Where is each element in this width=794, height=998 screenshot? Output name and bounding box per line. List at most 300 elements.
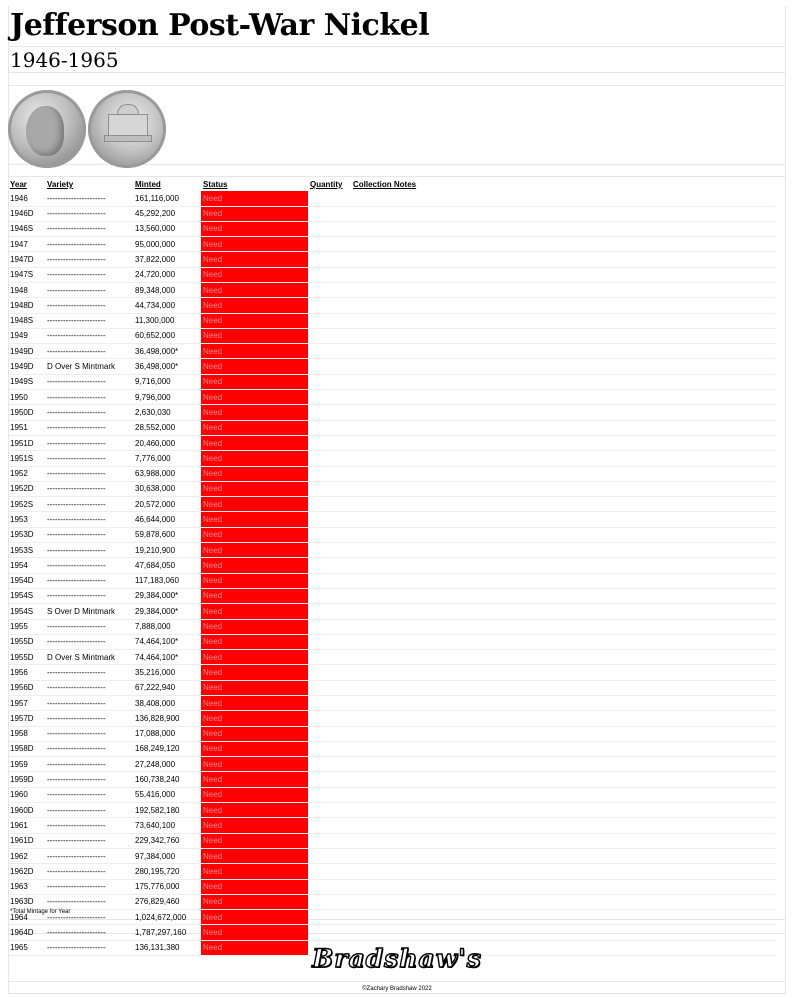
cell-status[interactable]: Need [201, 573, 308, 588]
cell-collection-notes[interactable] [351, 665, 775, 680]
cell-minted: 136,131,380 [133, 940, 201, 955]
cell-collection-notes[interactable] [351, 527, 775, 542]
cell-variety: ---------------------- [45, 481, 133, 496]
cell-collection-notes[interactable] [351, 894, 775, 909]
cell-collection-notes[interactable] [351, 420, 775, 435]
table-row [8, 390, 775, 405]
cell-collection-notes[interactable] [351, 910, 775, 925]
cell-year: 1961 [8, 818, 45, 833]
cell-variety: ---------------------- [45, 237, 133, 252]
cell-status[interactable]: Need [201, 833, 308, 848]
cell-status[interactable]: Need [201, 665, 308, 680]
column-header-minted: Minted [135, 180, 161, 189]
cell-year: 1946D [8, 206, 45, 221]
cell-status[interactable]: Need [201, 711, 308, 726]
cell-variety: D Over S Mintmark [45, 359, 133, 374]
page-subtitle: 1946-1965 [10, 48, 119, 72]
cell-variety: ---------------------- [45, 848, 133, 863]
cell-year: 1949D [8, 344, 45, 359]
cell-status[interactable]: Need [201, 803, 308, 818]
cell-variety: S Over D Mintmark [45, 604, 133, 619]
cell-collection-notes[interactable] [351, 650, 775, 665]
cell-year: 1955D [8, 634, 45, 649]
cell-collection-notes[interactable] [351, 374, 775, 389]
cell-status[interactable]: Need [201, 481, 308, 496]
cell-status[interactable]: Need [201, 405, 308, 420]
cell-year: 1965 [8, 940, 45, 955]
cell-minted: 19,210,900 [133, 543, 201, 558]
cell-collection-notes[interactable] [351, 925, 775, 940]
cell-status[interactable]: Need [201, 282, 308, 297]
cell-quantity[interactable] [308, 833, 351, 848]
cell-collection-notes[interactable] [351, 512, 775, 527]
cell-minted: 89,348,000 [133, 282, 201, 297]
cell-collection-notes[interactable] [351, 344, 775, 359]
table-row [8, 420, 775, 435]
cell-minted: 45,292,200 [133, 206, 201, 221]
cell-quantity[interactable] [308, 741, 351, 756]
table-row [8, 221, 775, 236]
cell-collection-notes[interactable] [351, 497, 775, 512]
table-row [8, 741, 775, 756]
table-row [8, 451, 775, 466]
cell-collection-notes[interactable] [351, 221, 775, 236]
cell-year: 1963 [8, 879, 45, 894]
table-row [8, 879, 775, 894]
cell-quantity[interactable] [308, 328, 351, 343]
cell-collection-notes[interactable] [351, 757, 775, 772]
coin-checklist-table [8, 178, 775, 956]
cell-collection-notes[interactable] [351, 435, 775, 450]
cell-quantity[interactable] [308, 359, 351, 374]
cell-variety: ---------------------- [45, 328, 133, 343]
cell-status[interactable]: Need [201, 696, 308, 711]
cell-variety: ---------------------- [45, 940, 133, 955]
table-row [8, 634, 775, 649]
cell-collection-notes[interactable] [351, 772, 775, 787]
cell-status[interactable]: Need [201, 420, 308, 435]
cell-year: 1958D [8, 741, 45, 756]
cell-variety: ---------------------- [45, 588, 133, 603]
cell-status[interactable]: Need [201, 298, 308, 313]
cell-quantity[interactable] [308, 267, 351, 282]
cell-minted: 38,408,000 [133, 696, 201, 711]
cell-year: 1959 [8, 757, 45, 772]
cell-collection-notes[interactable] [351, 237, 775, 252]
cell-collection-notes[interactable] [351, 634, 775, 649]
cell-quantity[interactable] [308, 221, 351, 236]
table-row [8, 604, 775, 619]
grid-line [8, 46, 786, 47]
cell-variety: ---------------------- [45, 221, 133, 236]
cell-collection-notes[interactable] [351, 481, 775, 496]
table-row [8, 925, 775, 940]
cell-collection-notes[interactable] [351, 726, 775, 741]
cell-year: 1956D [8, 680, 45, 695]
brand-logo: Bradshaw's [312, 944, 482, 973]
cell-variety: ---------------------- [45, 711, 133, 726]
cell-collection-notes[interactable] [351, 543, 775, 558]
cell-minted: 44,734,000 [133, 298, 201, 313]
table-row [8, 512, 775, 527]
grid-line [785, 6, 786, 994]
cell-variety: ---------------------- [45, 390, 133, 405]
cell-minted: 74,464,100* [133, 634, 201, 649]
cell-quantity[interactable] [308, 237, 351, 252]
cell-quantity[interactable] [308, 435, 351, 450]
cell-minted: 27,248,000 [133, 757, 201, 772]
cell-quantity[interactable] [308, 619, 351, 634]
column-header-year: Year [10, 180, 27, 189]
cell-variety: ---------------------- [45, 894, 133, 909]
cell-status[interactable]: Need [201, 757, 308, 772]
cell-minted: 7,888,000 [133, 619, 201, 634]
cell-variety: ---------------------- [45, 558, 133, 573]
cell-variety: ---------------------- [45, 573, 133, 588]
cell-minted: 47,684,050 [133, 558, 201, 573]
cell-minted: 24,720,000 [133, 267, 201, 282]
coin-images [8, 90, 170, 170]
cell-quantity[interactable] [308, 543, 351, 558]
cell-quantity[interactable] [308, 879, 351, 894]
cell-quantity[interactable] [308, 420, 351, 435]
cell-year: 1954S [8, 604, 45, 619]
cell-year: 1952 [8, 466, 45, 481]
cell-quantity[interactable] [308, 634, 351, 649]
cell-collection-notes[interactable] [351, 573, 775, 588]
cell-status[interactable]: Need [201, 558, 308, 573]
cell-quantity[interactable] [308, 803, 351, 818]
cell-minted: 136,828,900 [133, 711, 201, 726]
cell-quantity[interactable] [308, 282, 351, 297]
table-row [8, 787, 775, 802]
jefferson-obverse-coin [8, 90, 86, 168]
cell-minted: 29,384,000* [133, 588, 201, 603]
cell-status[interactable]: Need [201, 252, 308, 267]
copyright: ©Zachary Bradshaw 2022 [362, 986, 432, 992]
cell-variety: ---------------------- [45, 497, 133, 512]
cell-year: 1954S [8, 588, 45, 603]
cell-status[interactable]: Need [201, 619, 308, 634]
cell-year: 1954 [8, 558, 45, 573]
cell-status[interactable]: Need [201, 466, 308, 481]
table-row [8, 757, 775, 772]
cell-status[interactable]: Need [201, 879, 308, 894]
cell-collection-notes[interactable] [351, 619, 775, 634]
table-header-row [8, 178, 775, 191]
cell-variety: ---------------------- [45, 543, 133, 558]
cell-year: 1952D [8, 481, 45, 496]
grid-line [8, 993, 786, 994]
table-row [8, 803, 775, 818]
cell-quantity[interactable] [308, 573, 351, 588]
table-row [8, 374, 775, 389]
cell-year: 1961D [8, 833, 45, 848]
cell-minted: 20,572,000 [133, 497, 201, 512]
cell-quantity[interactable] [308, 925, 351, 940]
cell-status[interactable]: Need [201, 940, 308, 955]
cell-status[interactable]: Need [201, 818, 308, 833]
cell-collection-notes[interactable] [351, 818, 775, 833]
cell-quantity[interactable] [308, 512, 351, 527]
cell-quantity[interactable] [308, 191, 351, 206]
cell-collection-notes[interactable] [351, 558, 775, 573]
cell-year: 1949 [8, 328, 45, 343]
cell-variety: ---------------------- [45, 680, 133, 695]
cell-status[interactable]: Need [201, 267, 308, 282]
grid-line [8, 72, 786, 73]
cell-status[interactable]: Need [201, 925, 308, 940]
cell-quantity[interactable] [308, 481, 351, 496]
cell-year: 1955 [8, 619, 45, 634]
monticello-steps-icon [104, 135, 152, 142]
cell-collection-notes[interactable] [351, 252, 775, 267]
cell-status[interactable]: Need [201, 741, 308, 756]
table-row [8, 191, 775, 206]
cell-collection-notes[interactable] [351, 191, 775, 206]
cell-year: 1959D [8, 772, 45, 787]
cell-status[interactable]: Need [201, 206, 308, 221]
column-header-collection-notes: Collection Notes [353, 180, 417, 189]
cell-status[interactable]: Need [201, 604, 308, 619]
cell-minted: 2,630,030 [133, 405, 201, 420]
page-title: Jefferson Post-War Nickel [10, 8, 430, 43]
cell-minted: 192,582,180 [133, 803, 201, 818]
cell-year: 1964 [8, 910, 45, 925]
table-row [8, 619, 775, 634]
cell-variety: ---------------------- [45, 803, 133, 818]
cell-status[interactable]: Need [201, 435, 308, 450]
cell-year: 1950D [8, 405, 45, 420]
cell-minted: 36,498,000* [133, 359, 201, 374]
cell-quantity[interactable] [308, 451, 351, 466]
cell-status[interactable]: Need [201, 451, 308, 466]
cell-year: 1964D [8, 925, 45, 940]
cell-minted: 35,216,000 [133, 665, 201, 680]
cell-collection-notes[interactable] [351, 206, 775, 221]
cell-status[interactable]: Need [201, 726, 308, 741]
cell-variety: ---------------------- [45, 864, 133, 879]
cell-status[interactable]: Need [201, 527, 308, 542]
cell-quantity[interactable] [308, 588, 351, 603]
cell-year: 1951 [8, 420, 45, 435]
cell-minted: 117,183,060 [133, 573, 201, 588]
cell-collection-notes[interactable] [351, 588, 775, 603]
cell-year: 1953D [8, 527, 45, 542]
cell-status[interactable]: Need [201, 344, 308, 359]
column-header-status: Status [203, 180, 228, 189]
cell-collection-notes[interactable] [351, 313, 775, 328]
cell-minted: 46,644,000 [133, 512, 201, 527]
cell-quantity[interactable] [308, 313, 351, 328]
table-row [8, 298, 775, 313]
cell-quantity[interactable] [308, 344, 351, 359]
cell-status[interactable]: Need [201, 848, 308, 863]
cell-variety: ---------------------- [45, 435, 133, 450]
cell-collection-notes[interactable] [351, 696, 775, 711]
cell-quantity[interactable] [308, 298, 351, 313]
cell-minted: 229,342,760 [133, 833, 201, 848]
cell-minted: 1,024,672,000 [133, 910, 201, 925]
cell-quantity[interactable] [308, 848, 351, 863]
table-row [8, 650, 775, 665]
cell-minted: 161,116,000 [133, 191, 201, 206]
cell-status[interactable]: Need [201, 512, 308, 527]
cell-collection-notes[interactable] [351, 405, 775, 420]
cell-variety: ---------------------- [45, 818, 133, 833]
cell-collection-notes[interactable] [351, 879, 775, 894]
cell-quantity[interactable] [308, 787, 351, 802]
cell-status[interactable]: Need [201, 772, 308, 787]
cell-year: 1946S [8, 221, 45, 236]
cell-status[interactable]: Need [201, 191, 308, 206]
cell-variety: ---------------------- [45, 833, 133, 848]
cell-variety: ---------------------- [45, 757, 133, 772]
cell-quantity[interactable] [308, 757, 351, 772]
cell-variety: ---------------------- [45, 925, 133, 940]
cell-variety: ---------------------- [45, 420, 133, 435]
cell-status[interactable]: Need [201, 588, 308, 603]
cell-quantity[interactable] [308, 405, 351, 420]
cell-collection-notes[interactable] [351, 328, 775, 343]
cell-status[interactable]: Need [201, 359, 308, 374]
cell-collection-notes[interactable] [351, 864, 775, 879]
cell-quantity[interactable] [308, 726, 351, 741]
cell-quantity[interactable] [308, 894, 351, 909]
cell-quantity[interactable] [308, 864, 351, 879]
cell-collection-notes[interactable] [351, 390, 775, 405]
cell-year: 1948 [8, 282, 45, 297]
cell-collection-notes[interactable] [351, 803, 775, 818]
table-row [8, 206, 775, 221]
cell-status[interactable]: Need [201, 221, 308, 236]
cell-status[interactable]: Need [201, 634, 308, 649]
cell-variety: ---------------------- [45, 344, 133, 359]
table-row [8, 726, 775, 741]
cell-year: 1949S [8, 374, 45, 389]
cell-variety: ---------------------- [45, 206, 133, 221]
cell-quantity[interactable] [308, 910, 351, 925]
cell-quantity[interactable] [308, 206, 351, 221]
cell-quantity[interactable] [308, 665, 351, 680]
cell-collection-notes[interactable] [351, 466, 775, 481]
cell-variety: ---------------------- [45, 910, 133, 925]
cell-quantity[interactable] [308, 604, 351, 619]
cell-status[interactable]: Need [201, 237, 308, 252]
table-row [8, 252, 775, 267]
cell-collection-notes[interactable] [351, 833, 775, 848]
table-body [8, 191, 775, 955]
cell-status[interactable]: Need [201, 497, 308, 512]
cell-variety: ---------------------- [45, 741, 133, 756]
cell-year: 1962D [8, 864, 45, 879]
cell-status[interactable]: Need [201, 543, 308, 558]
cell-quantity[interactable] [308, 252, 351, 267]
cell-collection-notes[interactable] [351, 451, 775, 466]
cell-year: 1951D [8, 435, 45, 450]
cell-collection-notes[interactable] [351, 848, 775, 863]
table-row [8, 466, 775, 481]
cell-quantity[interactable] [308, 772, 351, 787]
cell-collection-notes[interactable] [351, 282, 775, 297]
cell-collection-notes[interactable] [351, 267, 775, 282]
cell-quantity[interactable] [308, 650, 351, 665]
table-row [8, 237, 775, 252]
cell-variety: ---------------------- [45, 634, 133, 649]
cell-collection-notes[interactable] [351, 741, 775, 756]
cell-year: 1952S [8, 497, 45, 512]
table-row [8, 818, 775, 833]
cell-status[interactable]: Need [201, 864, 308, 879]
cell-year: 1955D [8, 650, 45, 665]
cell-quantity[interactable] [308, 466, 351, 481]
cell-status[interactable]: Need [201, 313, 308, 328]
cell-status[interactable]: Need [201, 910, 308, 925]
cell-collection-notes[interactable] [351, 787, 775, 802]
grid-line [8, 85, 786, 86]
cell-quantity[interactable] [308, 390, 351, 405]
cell-quantity[interactable] [308, 696, 351, 711]
cell-year: 1947D [8, 252, 45, 267]
cell-quantity[interactable] [308, 374, 351, 389]
cell-collection-notes[interactable] [351, 359, 775, 374]
cell-variety: ---------------------- [45, 665, 133, 680]
cell-status[interactable]: Need [201, 650, 308, 665]
table-row [8, 267, 775, 282]
cell-quantity[interactable] [308, 711, 351, 726]
cell-year: 1958 [8, 726, 45, 741]
cell-minted: 37,822,000 [133, 252, 201, 267]
cell-year: 1957 [8, 696, 45, 711]
cell-year: 1957D [8, 711, 45, 726]
cell-status[interactable]: Need [201, 374, 308, 389]
cell-collection-notes[interactable] [351, 680, 775, 695]
cell-collection-notes[interactable] [351, 711, 775, 726]
table-row [8, 497, 775, 512]
cell-minted: 36,498,000* [133, 344, 201, 359]
cell-variety: ---------------------- [45, 191, 133, 206]
jefferson-portrait-icon [26, 106, 64, 156]
cell-minted: 29,384,000* [133, 604, 201, 619]
cell-status[interactable]: Need [201, 328, 308, 343]
cell-collection-notes[interactable] [351, 604, 775, 619]
cell-variety: ---------------------- [45, 726, 133, 741]
cell-variety: ---------------------- [45, 282, 133, 297]
cell-quantity[interactable] [308, 680, 351, 695]
cell-minted: 55,416,000 [133, 787, 201, 802]
cell-collection-notes[interactable] [351, 298, 775, 313]
cell-minted: 67,222,940 [133, 680, 201, 695]
table-row [8, 527, 775, 542]
cell-quantity[interactable] [308, 527, 351, 542]
cell-status[interactable]: Need [201, 787, 308, 802]
table-row [8, 833, 775, 848]
cell-quantity[interactable] [308, 818, 351, 833]
cell-quantity[interactable] [308, 558, 351, 573]
cell-status[interactable]: Need [201, 894, 308, 909]
cell-minted: 175,776,000 [133, 879, 201, 894]
cell-status[interactable]: Need [201, 390, 308, 405]
cell-minted: 276,829,460 [133, 894, 201, 909]
cell-variety: ---------------------- [45, 374, 133, 389]
cell-quantity[interactable] [308, 497, 351, 512]
cell-status[interactable]: Need [201, 680, 308, 695]
cell-variety: ---------------------- [45, 696, 133, 711]
monticello-reverse-coin [88, 90, 166, 168]
cell-year: 1962 [8, 848, 45, 863]
table-row [8, 711, 775, 726]
cell-year: 1946 [8, 191, 45, 206]
